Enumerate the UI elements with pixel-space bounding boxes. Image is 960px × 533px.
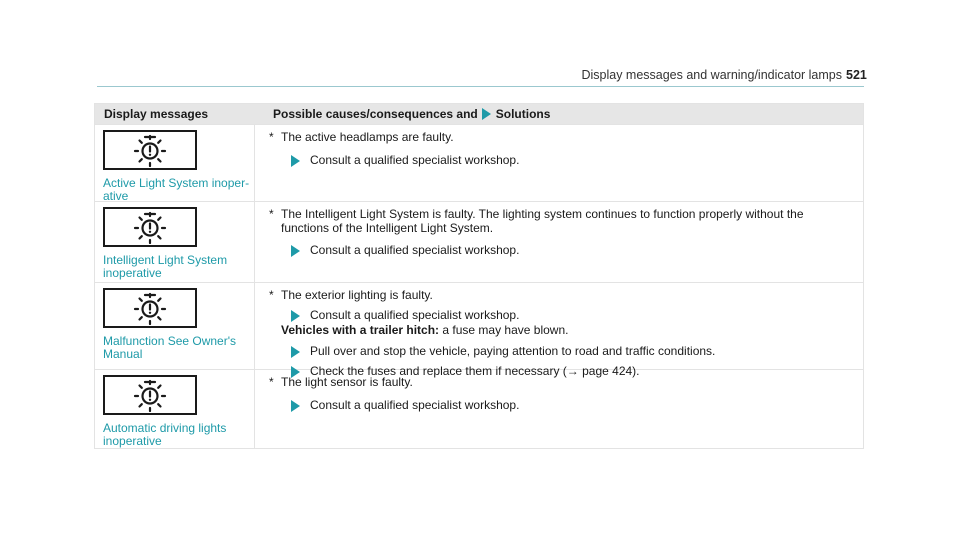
solution-text: Check the fuses and replace them if necessary (→ page 424). <box>310 364 640 378</box>
solution-text: Pull over and stop the vehicle, paying attention to road and traffic conditions. <box>310 343 716 358</box>
col-header-display-messages: Display messages <box>104 107 209 121</box>
solution-arrow-icon <box>291 245 300 257</box>
cause-text: The active headlamps are faulty. <box>281 130 454 144</box>
solution-text: Consult a qualified specialist workshop. <box>310 152 520 167</box>
col-header-causes <box>255 104 863 124</box>
message-cell <box>95 125 255 201</box>
headlamp-warning-icon <box>103 375 197 415</box>
message-cell <box>95 283 255 369</box>
causes-cell <box>255 202 863 282</box>
solution-arrow-icon <box>291 400 300 412</box>
causes-cell <box>255 283 863 378</box>
trailer-note <box>269 324 853 338</box>
cause-star: * <box>269 130 274 144</box>
message-cell <box>95 202 255 282</box>
solution-arrow-icon <box>291 310 300 322</box>
message-text: Automatic driving lights inoperative <box>103 421 227 448</box>
solution-text: Consult a qualified specialist workshop. <box>310 307 520 322</box>
display-messages-table <box>94 103 864 449</box>
note-bold: Vehicles with a trailer hitch: <box>281 323 440 337</box>
cause-star: * <box>269 288 274 302</box>
col-header-solutions-label: Solutions <box>495 107 551 121</box>
page-number: 521 <box>846 68 867 82</box>
causes-cell <box>255 370 863 448</box>
headlamp-warning-icon <box>103 288 197 328</box>
col-header-causes-label: Possible causes/consequences and <box>273 107 478 121</box>
solution-arrow-icon <box>482 108 491 120</box>
table-header <box>95 104 863 124</box>
table-row <box>95 282 863 378</box>
cause-star: * <box>269 375 274 389</box>
cause-star: * <box>269 207 274 221</box>
headlamp-warning-icon <box>103 207 197 247</box>
header-divider <box>97 86 864 87</box>
solution-arrow-icon <box>291 155 300 167</box>
cause-text: The light sensor is faulty. <box>281 375 413 389</box>
cause-text: The Intelligent Light System is faulty. The lighting system continues to function properly without the functions of the Intelligent Light System. <box>281 207 804 235</box>
solution-text: Consult a qualified specialist workshop. <box>310 243 520 257</box>
solution-text: Consult a qualified specialist workshop. <box>310 397 520 412</box>
table-row <box>95 201 863 282</box>
header-title: Display messages and warning/indicator lamps <box>581 68 842 82</box>
message-text: Active Light System inoper-ative <box>103 176 250 203</box>
cause-text: The exterior lighting is faulty. <box>281 288 433 302</box>
headlamp-warning-icon <box>103 130 197 170</box>
note-text: a fuse may have blown. <box>442 323 569 337</box>
table-row <box>95 369 863 448</box>
solution-arrow-icon <box>291 346 300 358</box>
table-row <box>95 124 863 201</box>
message-text: Intelligent Light System inoperative <box>103 253 228 280</box>
message-text: Malfunction See Owner's Manual <box>103 334 237 361</box>
message-cell <box>95 370 255 448</box>
causes-cell <box>255 125 863 201</box>
